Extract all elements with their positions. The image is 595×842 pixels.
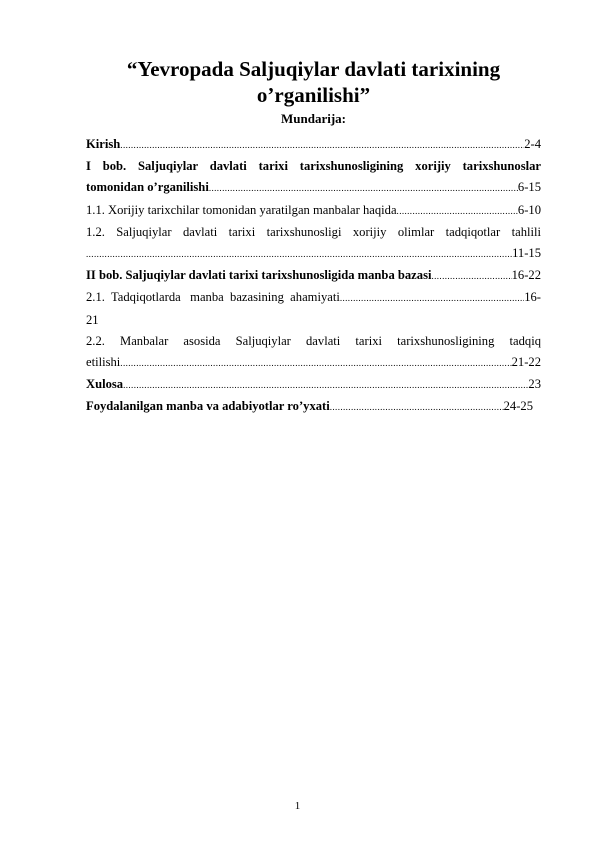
- toc-chapter1-line1: I bob. Saljuqiylar davlati tarixi tarixshunosligining xorijiy tarixshunoslar: [86, 159, 541, 174]
- toc-page: 23: [528, 377, 541, 392]
- toc-page: 2-4: [524, 137, 541, 151]
- dot-leader: [86, 244, 512, 265]
- toc-page: 21-22: [511, 355, 541, 370]
- dot-leader: [209, 178, 518, 199]
- dot-leader: [123, 375, 528, 396]
- table-of-contents: [86, 134, 541, 419]
- toc-entry-2-1: [86, 287, 541, 309]
- contents-heading: Mundarija:: [281, 111, 346, 126]
- toc-entry-1-1: [86, 200, 541, 222]
- toc-page: 16-22: [511, 268, 541, 283]
- dot-leader: [340, 288, 524, 309]
- toc-page: 16-: [524, 290, 541, 305]
- page-number: 1: [294, 800, 301, 812]
- toc-entry-chapter1: [86, 177, 541, 199]
- toc-entry-conclusion: [86, 374, 541, 396]
- toc-page: 11-15: [512, 246, 541, 261]
- toc-label: 2.1. Tadqiqotlarda manba bazasining ahamiyati: [86, 290, 340, 305]
- toc-label: 1.1. Xorijiy tarixchilar tomonidan yaratilgan manbalar haqida: [86, 202, 397, 217]
- document-title: “Yevropada Saljuqiylar davlati tarixining o’rganilishi”: [126, 57, 501, 107]
- toc-label: tomonidan o’rganilishi: [86, 180, 209, 195]
- dot-leader: [330, 397, 504, 418]
- toc-entry-references: [86, 396, 533, 418]
- toc-entry-chapter2: [86, 265, 541, 287]
- toc-entry-2-2: [86, 352, 541, 374]
- toc-2-1-page-cont: 21: [86, 312, 99, 327]
- toc-label: Foydalanilgan manba va adabiyotlar ro’yxati: [86, 399, 330, 414]
- toc-page: 24-25: [503, 399, 533, 414]
- toc-label: etilishi: [86, 355, 121, 370]
- toc-page: 6-10: [517, 202, 541, 217]
- toc-page: 6-15: [517, 180, 541, 195]
- toc-entry-intro: [86, 134, 541, 156]
- toc-1-2-line1: 1.2. Saljuqiylar davlati tarixi tarixshunosligi xorijiy olimlar tadqiqotlar tahlili: [86, 224, 541, 239]
- dot-leader: [120, 353, 511, 374]
- toc-entry-1-2: [86, 243, 541, 265]
- toc-label: II bob. Saljuqiylar davlati tarixi tarixshunosligida manba bazasi: [86, 268, 432, 283]
- dot-leader: [120, 135, 524, 156]
- dot-leader: [431, 266, 511, 287]
- toc-label: Kirish: [86, 137, 121, 151]
- dot-leader: [397, 201, 518, 222]
- toc-2-2-line1: 2.2. Manbalar asosida Saljuqiylar davlati tarixi tarixshunosligining tadqiq: [86, 333, 541, 348]
- toc-label: Xulosa: [86, 377, 124, 392]
